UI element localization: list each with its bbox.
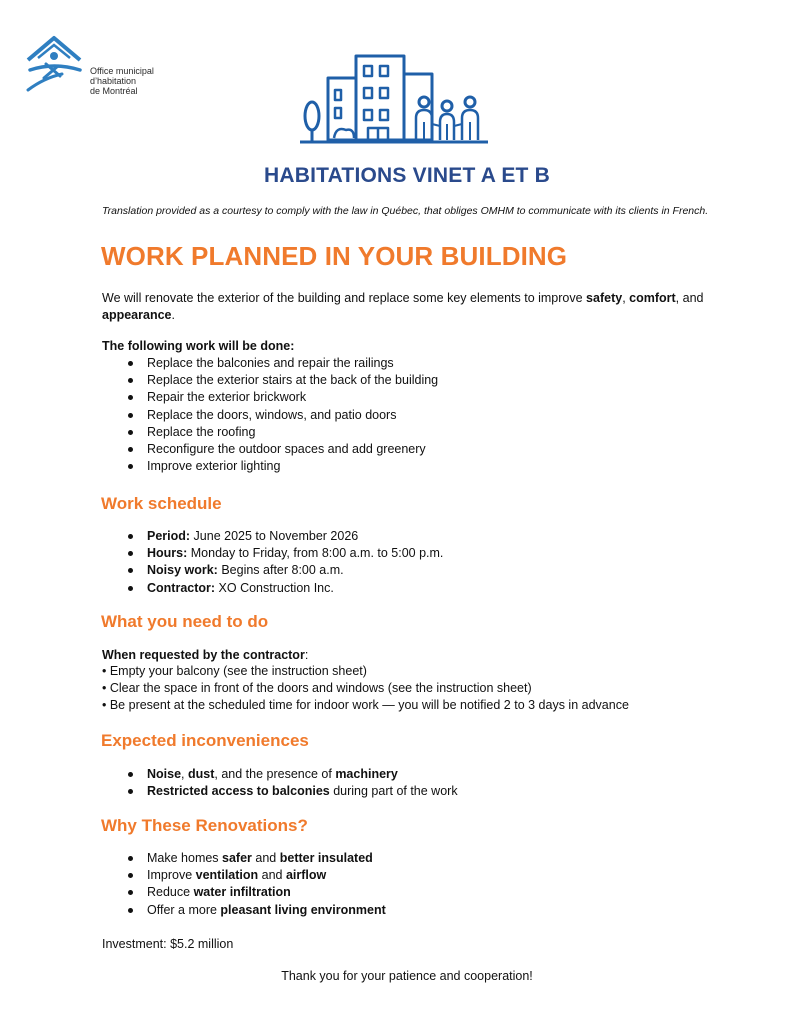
work-item: Repair the exterior brickwork (102, 389, 702, 406)
text: Reduce (147, 885, 194, 900)
schedule-item-period (102, 528, 702, 545)
intro-sep-1: , (622, 291, 630, 305)
bold-text: safer (222, 851, 252, 865)
bold-text: machinery (335, 767, 398, 781)
work-item: Replace the balconies and repair the railings (102, 355, 702, 372)
why-item (102, 884, 702, 901)
inconvenience-item (102, 783, 702, 800)
todo-item: • Empty your balcony (see the instruction sheet) (102, 664, 367, 678)
text: and (258, 868, 286, 883)
text: Offer a more (147, 902, 221, 917)
omhm-logo-icon (24, 34, 94, 96)
bold-text: pleasant living environment (220, 902, 386, 917)
why-item (102, 850, 702, 867)
schedule-label: Period: (147, 529, 191, 543)
text: , (181, 767, 188, 781)
schedule-list (102, 528, 702, 597)
text: Improve (147, 868, 196, 883)
schedule-item-hours (102, 545, 702, 562)
work-item: Replace the doors, windows, and patio doors (102, 407, 702, 424)
bold-text: water infiltration (193, 885, 291, 900)
todo-label (102, 648, 308, 662)
page-title: HABITATIONS VINET A ET B (264, 164, 550, 187)
why-item (102, 902, 702, 919)
work-item: Improve exterior lighting (102, 458, 702, 475)
logo-line-2: d’habitation (90, 76, 137, 86)
investment-text: Investment: $5.2 million (102, 937, 234, 951)
schedule-label: Contractor: (147, 580, 216, 595)
text: and (251, 851, 280, 865)
intro-paragraph (102, 290, 712, 324)
text: , and the presence of (214, 767, 336, 781)
bold-text: Restricted access to balconies (147, 784, 330, 799)
todo-label-bold: When requested by the contractor (102, 648, 305, 662)
intro-appearance: appearance (102, 308, 172, 322)
work-item: Replace the roofing (102, 424, 702, 441)
intro-text: We will renovate the exterior of the building and replace some key elements to improve (102, 291, 587, 305)
building-illustration (300, 52, 490, 146)
text: during part of the work (329, 784, 458, 799)
work-item: Reconfigure the outdoor spaces and add greenery (102, 441, 702, 458)
todo-list (102, 663, 742, 715)
bold-text: Noise (147, 767, 182, 781)
schedule-item-noisy (102, 562, 702, 579)
bold-text: better insulated (279, 851, 373, 865)
work-item: Replace the exterior stairs at the back of the building (102, 372, 702, 389)
work-list-label: The following work will be done: (102, 339, 295, 353)
schedule-value: June 2025 to November 2026 (190, 529, 359, 543)
translation-note: Translation provided as a courtesy to comply with the law in Québec, that obliges OMHM to communicate with its clients in French. (102, 205, 709, 217)
todo-label-end: : (304, 648, 309, 662)
bold-text: airflow (285, 868, 327, 883)
intro-safety: safety (586, 291, 623, 305)
intro-sep-2: , and (675, 291, 704, 305)
building-family-icon (300, 52, 490, 146)
schedule-heading: Work schedule (101, 494, 222, 513)
why-list (102, 850, 702, 919)
schedule-value: Begins after 8:00 a.m. (217, 563, 344, 578)
schedule-label: Hours: (147, 546, 188, 561)
todo-item: • Be present at the scheduled time for indoor work — you will be notified 2 to 3 days in advance (102, 698, 629, 713)
bold-text: dust (188, 767, 215, 781)
todo-item: • Clear the space in front of the doors and windows (see the instruction sheet) (102, 681, 532, 696)
todo-heading: What you need to do (101, 612, 269, 631)
schedule-value: XO Construction Inc. (215, 580, 334, 595)
schedule-label: Noisy work: (147, 563, 218, 578)
logo-line-1: Office municipal (90, 66, 154, 76)
thanks-text: Thank you for your patience and cooperation! (281, 969, 533, 983)
headline: WORK PLANNED IN YOUR BUILDING (101, 241, 568, 271)
schedule-item-contractor (102, 580, 702, 597)
inconveniences-list (102, 766, 702, 800)
why-item (102, 867, 702, 884)
omhm-logo-text (90, 66, 154, 96)
logo-line-3: de Montréal (90, 86, 138, 96)
work-list (102, 355, 702, 475)
schedule-value: Monday to Friday, from 8:00 a.m. to 5:00 p.m. (187, 546, 444, 561)
bold-text: ventilation (195, 868, 259, 883)
intro-end: . (171, 308, 175, 322)
text: Make homes (147, 851, 223, 865)
intro-comfort: comfort (629, 291, 676, 305)
inconveniences-heading: Expected inconveniences (101, 731, 309, 750)
inconvenience-item (102, 766, 702, 783)
why-heading: Why These Renovations? (101, 816, 308, 835)
